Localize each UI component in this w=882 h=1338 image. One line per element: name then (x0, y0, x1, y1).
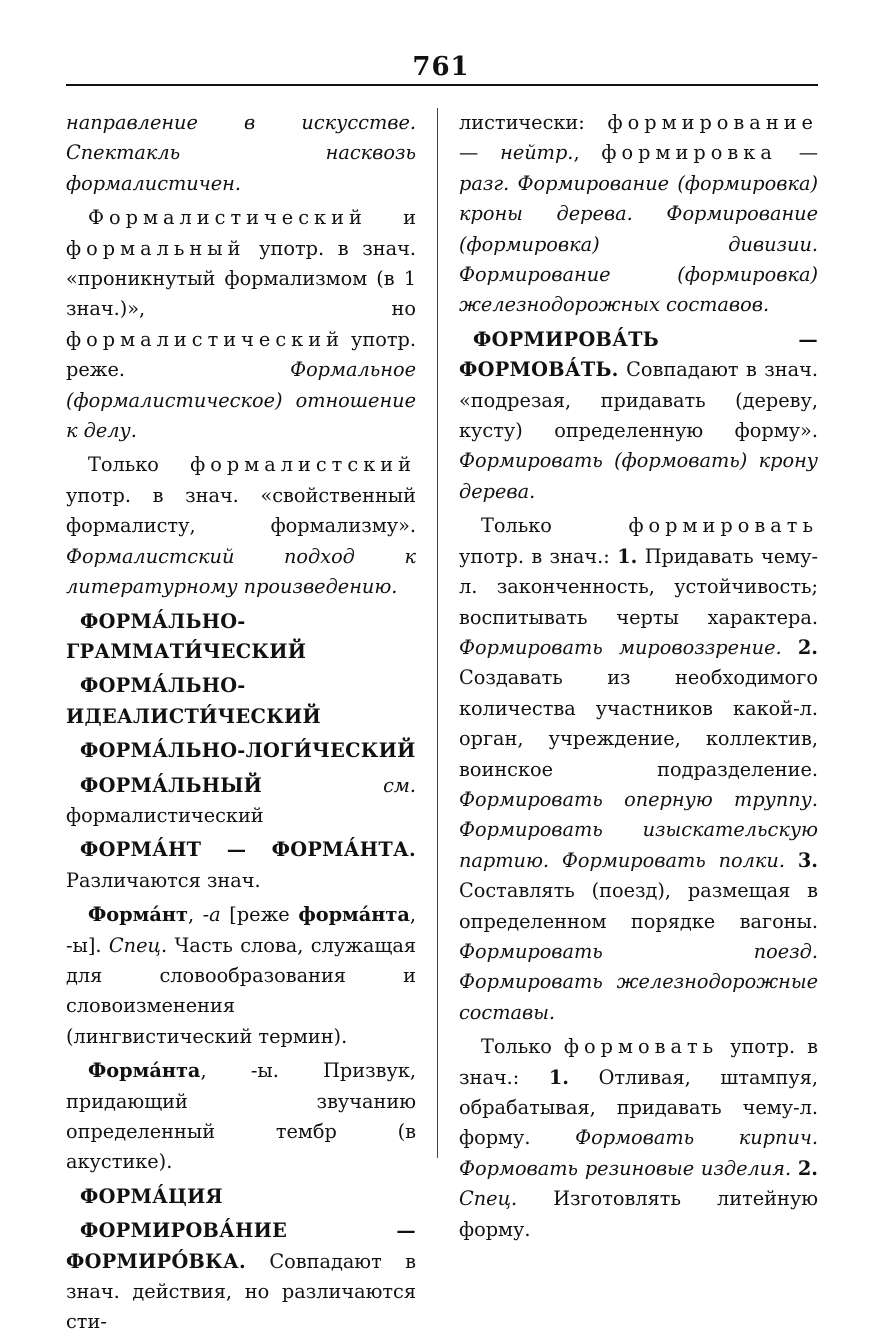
spaced-keyword: формалистический (66, 327, 344, 351)
left-entry-paragraph (66, 1182, 416, 1212)
entry-headword: ФОРМА́НТ — ФОРМА́НТА. (80, 838, 416, 862)
text-run: употр. в знач. «проникнутый формализмом (в 1 знач.)», но (66, 236, 416, 321)
text-run: Придавать чему-л. законченность, устойчивость; воспитывать черты характера. (459, 544, 818, 629)
text-run: употр. реже. (66, 327, 416, 382)
italic-text: см. (383, 773, 416, 797)
page-number: 761 (412, 52, 470, 82)
spaced-keyword: формовать (563, 1035, 719, 1059)
italic-text: разг. Формирование (формировка) кроны дерева. Формирование (формировка) дивизии. Формирование (формировка) железнодорожных составов. (459, 171, 818, 317)
left-entry-paragraph (66, 1056, 416, 1178)
text-run: формалистический (66, 803, 264, 827)
right-entry-paragraph (459, 511, 818, 1028)
text-run: — (776, 141, 818, 165)
entry-headword: ФОРМИРОВА́ТЬ — ФОРМОВА́ТЬ. (459, 327, 818, 382)
italic-text: Формировать мировоззрение. (459, 635, 782, 659)
left-entry-paragraph (66, 1216, 416, 1338)
column-divider (437, 108, 438, 1158)
text-run: Совпадают в знач. действия, но различаются сти- (66, 1249, 416, 1334)
italic-text: Формировать оперную труппу. Формировать изыскательскую партию. Формировать полки. (459, 787, 818, 872)
bold-text: 2. (797, 635, 818, 659)
text-run: , (573, 141, 602, 165)
left-entry-paragraph (66, 900, 416, 1052)
bold-text: Форма́нт (88, 903, 188, 927)
text-run: Отливая, штампуя, обрабатывая, придавать чему-л. форму. (459, 1065, 818, 1150)
spaced-keyword: формалистский (190, 453, 416, 477)
left-entry-paragraph (66, 671, 416, 732)
left-entry-paragraph (66, 736, 416, 766)
text-run: , -ы]. (66, 903, 416, 957)
text-run: Составлять (поезд), размещая в определенном порядке вагоны. (459, 879, 818, 933)
spaced-keyword: формировка (601, 141, 777, 165)
left-column (66, 108, 416, 1338)
text-run (262, 774, 383, 797)
italic-text: Формальное (формалистическое) отношение к делу. (66, 358, 416, 443)
text-run: употр. в знач.: (459, 544, 618, 568)
right-entry-paragraph (459, 1032, 818, 1245)
text-run: употр. в знач.: (459, 1035, 818, 1089)
italic-text: Формалистский подход к литературному произведению. (66, 544, 416, 599)
text-run: Только (481, 1035, 564, 1059)
bold-text: 1. (548, 1065, 569, 1089)
italic-text: Спец. (459, 1187, 518, 1211)
spaced-keyword: формировать (628, 514, 818, 538)
text-run (791, 1157, 798, 1180)
text-run: Только (88, 453, 191, 477)
italic-text: Формировать (формовать) крону дерева. (459, 449, 818, 503)
text-run: , (187, 903, 203, 927)
text-run: , -ы. Призвук, придающий звучанию определенный тембр (в акустике). (66, 1059, 416, 1174)
text-run (785, 849, 798, 872)
right-entry-paragraph (459, 108, 818, 321)
italic-text: Спец. (108, 933, 168, 957)
left-entry-paragraph (66, 203, 416, 446)
spaced-keyword: Формалистический (88, 206, 367, 230)
left-entry-paragraph (66, 108, 416, 199)
text-run: Совпадают в знач. «подрезая, придавать (дереву, кусту) определенную форму». (459, 358, 818, 443)
text-run: Часть слова, служащая для словообразования и словоизменения (лингвистический термин). (66, 933, 416, 1048)
spaced-keyword: формирование (607, 111, 818, 134)
bold-text: 1. (617, 544, 638, 568)
left-entry-paragraph (66, 835, 416, 896)
spaced-keyword: формальный (66, 236, 246, 260)
text-run: Создавать из необходимого количества участников какой-л. орган, учреждение, коллектив, воинское подразделение. (459, 666, 818, 781)
text-run: листически: (459, 111, 608, 134)
text-run: Различаются знач. (66, 868, 261, 892)
italic-text: нейтр. (500, 141, 574, 165)
left-entry-paragraph (66, 450, 416, 602)
entry-headword: ФОРМА́ЛЬНО-ЛОГИ́ЧЕСКИЙ (80, 739, 416, 763)
text-run: употр. в знач. «свойственный формалисту, формализму». (66, 483, 416, 538)
right-entry-paragraph (459, 325, 818, 507)
text-run (782, 636, 798, 659)
text-run: — (459, 141, 501, 165)
entry-headword: ФОРМА́ЛЬНЫЙ (80, 773, 263, 797)
entry-headword: ФОРМА́ЛЬНО-ГРАММАТИ́ЧЕСКИЙ (66, 609, 307, 663)
italic-text: Формовать кирпич. Формовать резиновые изделия. (459, 1126, 818, 1180)
bold-text: 3. (797, 848, 818, 872)
text-run: Изготовлять литейную форму. (459, 1187, 818, 1241)
bold-text: Форма́нта (88, 1059, 201, 1083)
text-run: [реже (220, 903, 299, 927)
bold-text: форма́нта (298, 903, 410, 927)
entry-headword: ФОРМА́ЦИЯ (80, 1184, 223, 1208)
entry-headword: ФОРМА́ЛЬНО-ИДЕАЛИСТИ́ЧЕСКИЙ (66, 674, 322, 728)
entry-headword: ФОРМИРОВА́НИЕ — ФОРМИРО́ВКА. (66, 1219, 416, 1273)
italic-text: направление в искусстве. Спектакль насквозь формалистичен. (66, 111, 416, 195)
header-rule (66, 84, 818, 86)
text-run: и (366, 206, 416, 230)
text-run: Только (481, 514, 629, 538)
right-column (459, 108, 818, 1245)
italic-text: -а (202, 903, 221, 927)
left-entry-paragraph (66, 771, 416, 832)
italic-text: Формировать поезд. Формировать железнодорожные составы. (459, 939, 818, 1024)
bold-text: 2. (797, 1156, 818, 1180)
left-entry-paragraph (66, 607, 416, 668)
